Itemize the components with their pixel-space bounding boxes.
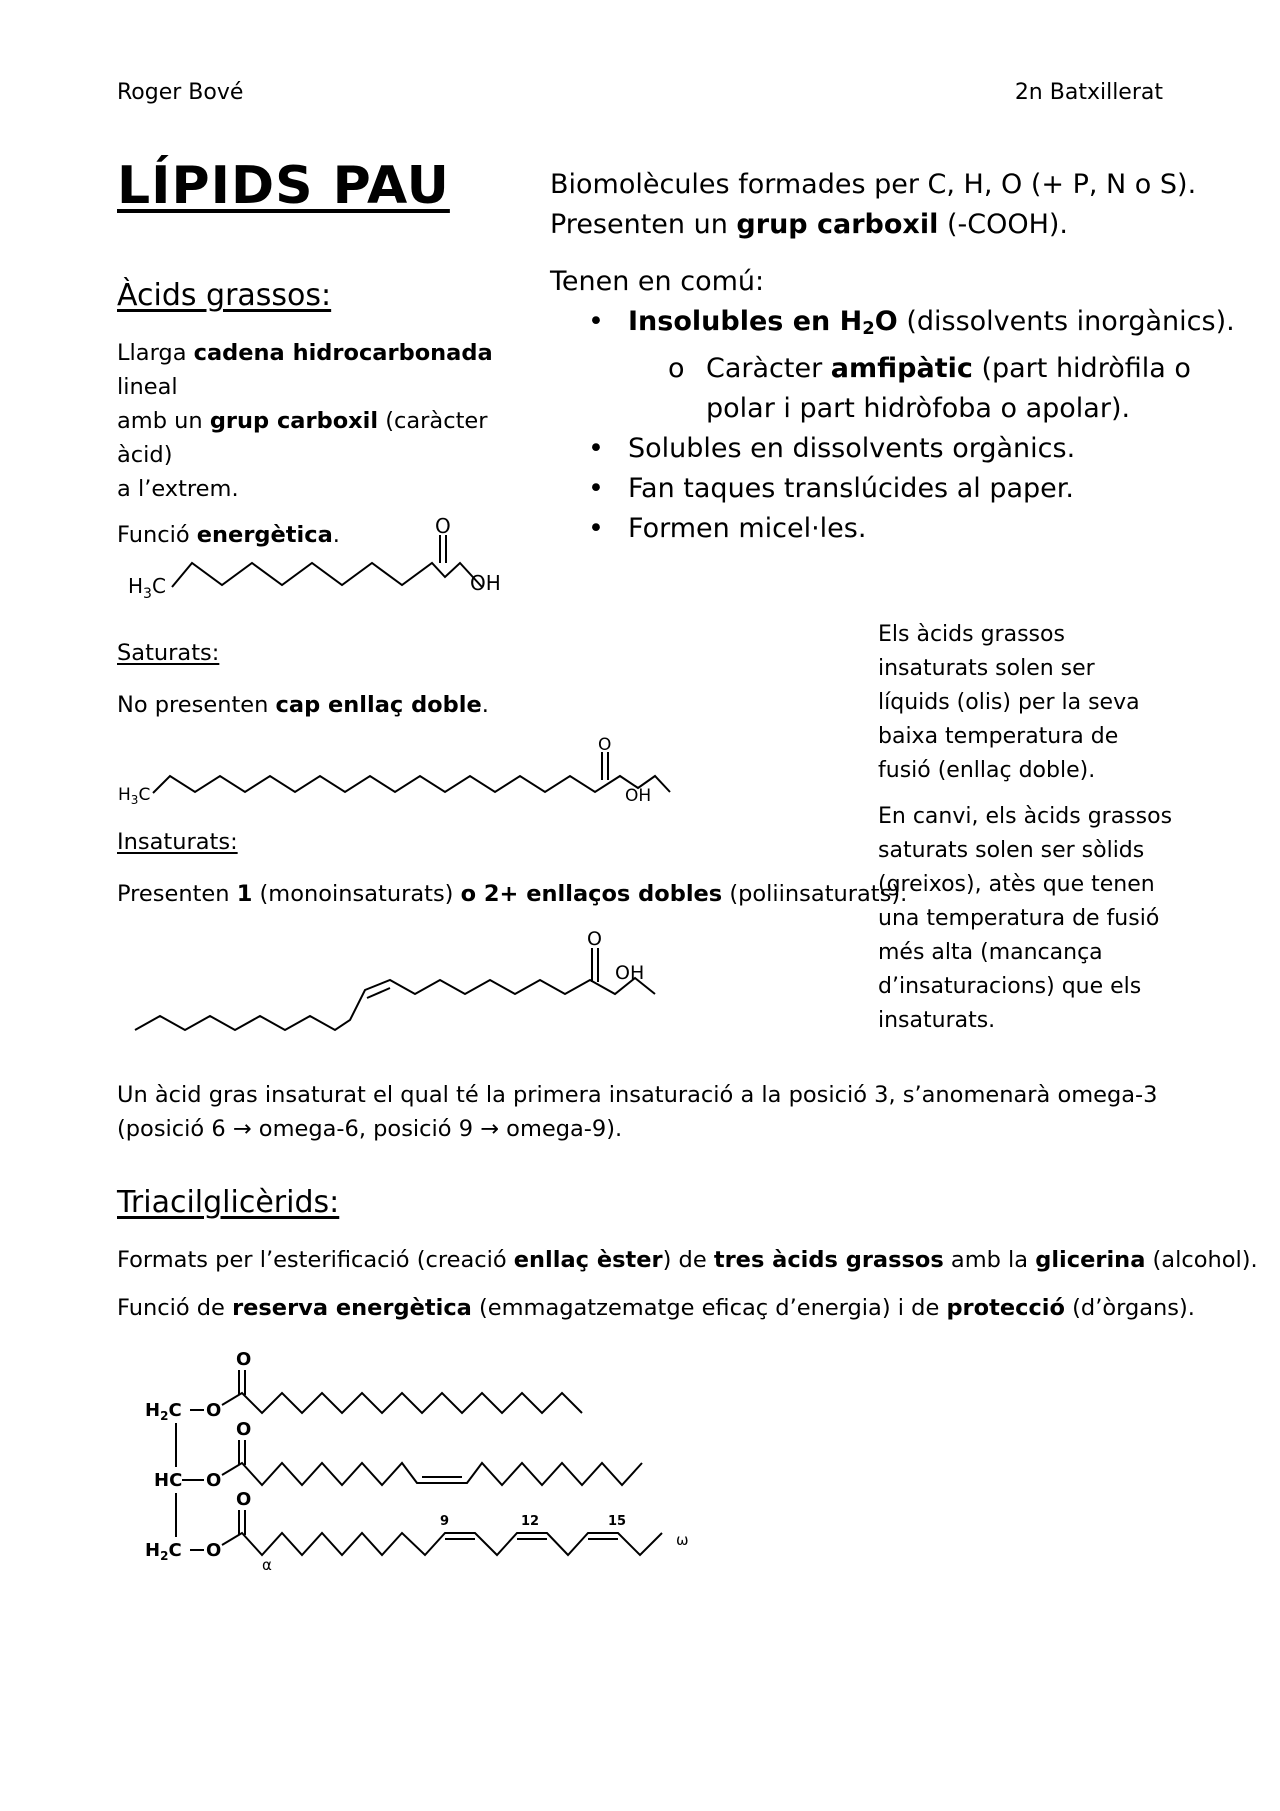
unsaturated-structure	[125, 918, 685, 1038]
intro-line-2: Presenten un grup carboxil (-COOH).	[550, 209, 1068, 240]
acyl-chain-2	[222, 1463, 642, 1485]
carbonyl-oxygen: O	[236, 1489, 252, 1510]
fatty-acid-structure	[120, 515, 520, 605]
acyl-chain-3	[222, 1533, 662, 1555]
common-list	[588, 302, 1250, 549]
ch3-label: $H_3C$	[118, 785, 151, 807]
carbonyl-oxygen: O	[236, 1349, 252, 1370]
saturated-heading: Saturats:	[117, 640, 220, 666]
fatty-acids-description: Llarga cadena hidrocarbonada lineal amb un grup carboxil (caràcter àcid) a l’extrem. Funció energètica.	[117, 340, 493, 548]
h2c-label: $H_2C$	[145, 1540, 182, 1563]
triglycerides-text: Formats per l’esterificació (creació enllaç èster) de tres àcids grassos amb la glicerina (alcohol). Funció de reserva energètica (emmagatzematge eficaç d’energia) i de protecció (d’òrgans).	[117, 1247, 1258, 1321]
side-note: Els àcids grassos insaturats solen ser líquids (olis) per la seva baixa temperatura de fusió (enllaç doble). En canvi, els àcids grassos saturats solen ser sòlids (greixos), atès que tenen una temperatura de fusió més alta (mancança d’insaturacions) que els insaturats.	[878, 622, 1173, 1033]
header-course: 2n Batxillerat	[1014, 80, 1163, 105]
sub-list-item-cont: polar i part hidròfoba o apolar).	[706, 393, 1131, 424]
oxygen-label: O	[587, 928, 602, 950]
ester-oxygen: O	[206, 1400, 222, 1421]
list-item: • Fan taques translúcides al paper.	[588, 473, 1074, 504]
fatty-acids-heading: Àcids grassos:	[117, 278, 332, 313]
hydroxyl-label: OH	[615, 962, 645, 984]
saturated-text: No presenten cap enllaç doble.	[117, 692, 489, 718]
carbon-chain	[135, 978, 655, 1030]
hydroxyl-label: OH	[470, 571, 501, 595]
acyl-chain-1	[222, 1393, 582, 1413]
common-title: Tenen en comú:	[550, 266, 765, 297]
list-item: • Insolubles en H2O (dissolvents inorgànics).	[588, 306, 1235, 339]
hydroxyl-label: OH	[625, 786, 652, 806]
hc-label: HC	[154, 1470, 183, 1491]
triglyceride-structure	[140, 1345, 730, 1575]
page-title: LÍPIDS PAU	[117, 156, 450, 216]
intro-block	[550, 165, 1250, 549]
omega-explanation: Un àcid gras insaturat el qual té la primera insaturació a la posició 3, s’anomenarà omega-3 (posició 6 → omega-6, posició 9 → omega-9).	[117, 1082, 1158, 1142]
omega-label: ω	[676, 1531, 689, 1549]
saturated-structure	[115, 730, 675, 820]
sub-list-item: o Caràcter amfipàtic (part hidròfila o	[668, 353, 1191, 384]
triglycerides-heading: Triacilglicèrids:	[117, 1185, 340, 1220]
position-15-label: 15	[608, 1514, 627, 1529]
position-9-label: 9	[440, 1514, 450, 1529]
unsaturated-text: Presenten 1 (monoinsaturats) o 2+ enllaços dobles (poliinsaturats).	[117, 881, 908, 907]
ester-oxygen: O	[206, 1540, 222, 1561]
intro-line-1: Biomolècules formades per C, H, O (+ P, N o S).	[550, 169, 1197, 200]
carbon-chain	[172, 563, 482, 587]
header-author: Roger Bové	[117, 80, 244, 105]
h2c-label: $H_2C$	[145, 1400, 182, 1423]
oxygen-label: O	[435, 515, 451, 538]
list-item: • Formen micel·les.	[588, 513, 867, 544]
ester-oxygen: O	[206, 1470, 222, 1491]
ch3-label: $H_3C$	[128, 574, 166, 602]
oxygen-label: O	[598, 735, 612, 755]
alpha-label: α	[262, 1556, 272, 1574]
carbonyl-oxygen: O	[236, 1419, 252, 1440]
unsaturated-heading: Insaturats:	[117, 829, 238, 855]
position-12-label: 12	[521, 1514, 540, 1529]
double-bond	[367, 988, 390, 998]
list-item: • Solubles en dissolvents orgànics.	[588, 433, 1076, 464]
carbon-chain	[153, 776, 670, 793]
